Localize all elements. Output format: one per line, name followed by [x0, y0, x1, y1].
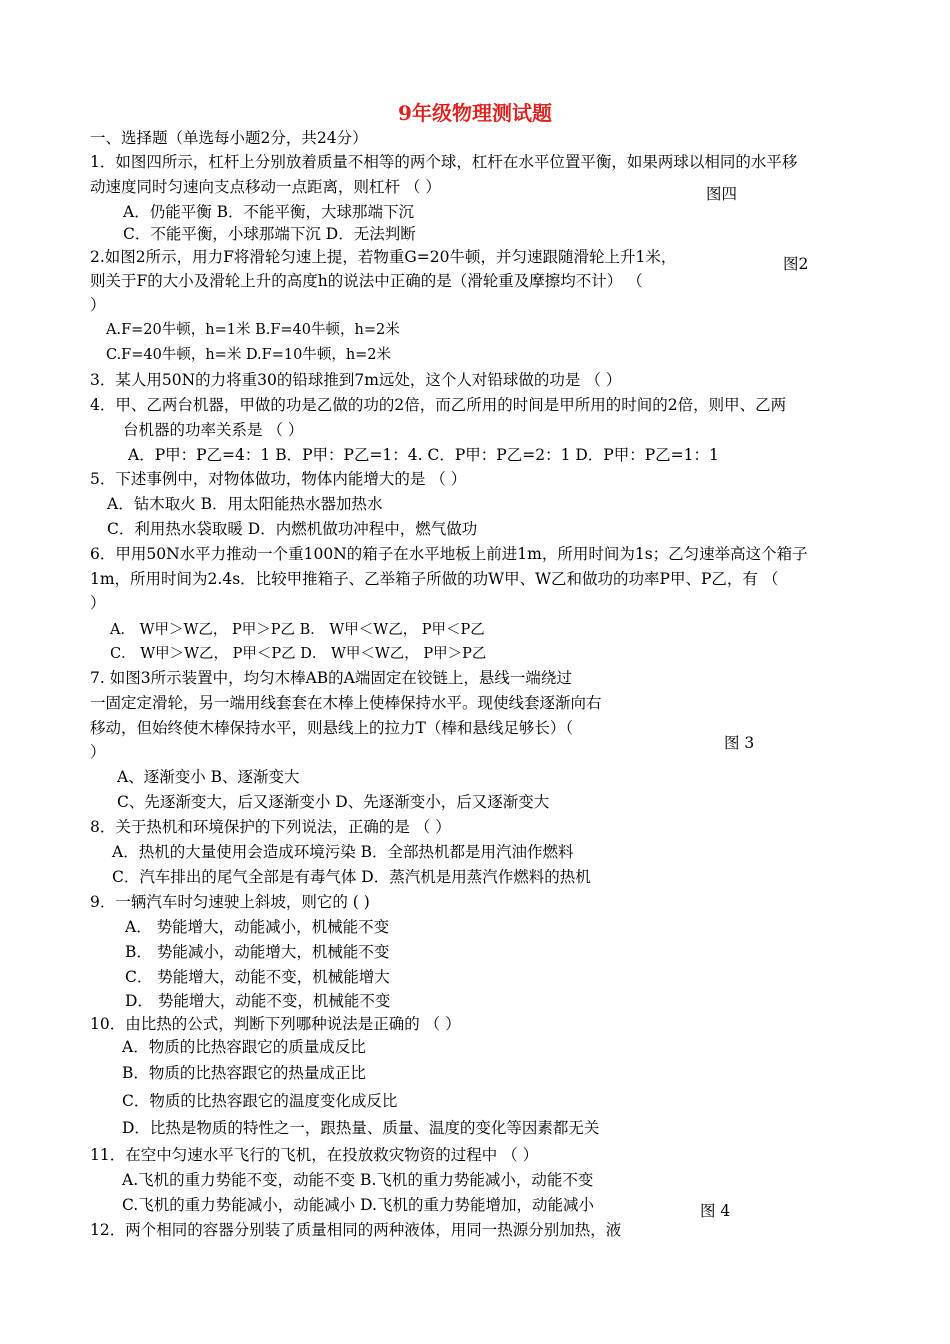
text-line: 2.如图2所示，用力F将滑轮匀速上提，若物重G=20牛顿，并匀速跟随滑轮上升1米， [90, 248, 677, 266]
text-line: A．物质的比热容跟它的质量成反比 [122, 1038, 366, 1056]
text-line: 9．一辆汽车时匀速驶上斜坡，则它的 ( ) [90, 893, 370, 911]
text-line: 一固定定滑轮，另一端用线套套在木棒上使棒保持水平。现使线套逐渐向右 [90, 694, 602, 712]
text-line: 1m，所用时间为2.4s．比较甲推箱子、乙举箱子所做的功W甲、W乙和做功的功率P甲、P乙，有 （ [90, 570, 779, 588]
text-line: A． W甲＞W乙， P甲＞P乙 B． W甲＜W乙， P甲＜P乙 [110, 622, 485, 638]
text-line: C．汽车排出的尾气全部是有毒气体 D．蒸汽机是用蒸汽作燃料的热机 [112, 868, 591, 886]
text-line: 移动，但始终使木棒保持水平，则悬线上的拉力T（棒和悬线足够长）（ [90, 719, 574, 737]
text-line: 4．甲、乙两台机器，甲做的功是乙做的功的2倍，而乙所用的时间是甲所用的时间的2倍，则甲、乙两 [90, 396, 787, 414]
figure-label-fig4: 图 4 [700, 1202, 731, 1220]
text-line: 5．下述事例中，对物体做功，物体内能增大的是 （ ） [90, 470, 467, 488]
text-line: A． 势能增大，动能减小，机械能不变 [125, 918, 390, 936]
text-line: ） [90, 296, 106, 314]
text-line: C.F=40牛顿，h=米 D.F=10牛顿，h=2米 [106, 347, 392, 363]
text-line: 10．由比热的公式，判断下列哪种说法是正确的 （ ） [90, 1015, 461, 1033]
text-line: 12．两个相同的容器分别装了质量相同的两种液体，用同一热源分别加热，液 [90, 1221, 622, 1239]
text-line: 台机器的功率关系是 （ ） [123, 421, 304, 439]
text-line: D． 势能增大，动能不变，机械能不变 [125, 992, 391, 1010]
text-line: C． W甲＞W乙， P甲＜P乙 D． W甲＜W乙， P甲＞P乙 [110, 646, 487, 662]
text-line: C．物质的比热容跟它的温度变化成反比 [122, 1092, 398, 1110]
figure-label-fig4x: 图四 [706, 185, 738, 203]
text-line: 6．甲用50N水平力推动一个重100N的箱子在水平地板上前进1m，所用时间为1s；乙匀速举高这个箱子 [90, 545, 808, 563]
text-line: A．P甲：P乙=4：1 B．P甲：P乙=1：4. C．P甲：P乙=2：1 D．P甲：P乙=1：1 [128, 446, 719, 464]
text-line: D．比热是物质的特性之一，跟热量、质量、温度的变化等因素都无关 [122, 1119, 600, 1137]
text-line: A.F=20牛顿，h=1米 B.F=40牛顿，h=2米 [106, 322, 400, 338]
figure-label-fig3: 图 3 [724, 734, 755, 752]
text-line: A.飞机的重力势能不变，动能不变 B.飞机的重力势能减小，动能不变 [122, 1171, 594, 1189]
text-line: C.飞机的重力势能减小，动能减小 D.飞机的重力势能增加，动能减小 [122, 1196, 594, 1214]
text-line: B． 势能减小，动能增大，机械能不变 [125, 943, 390, 961]
text-line: C． 势能增大，动能不变，机械能增大 [125, 968, 390, 986]
text-line: ） [90, 594, 106, 612]
text-line: 7. 如图3所示装置中，均匀木棒AB的A端固定在铰链上，悬线一端绕过 [90, 669, 572, 687]
text-line: C、先逐渐变大，后又逐渐变小 D、先逐渐变小，后又逐渐变大 [117, 793, 550, 811]
text-line: 动速度同时匀速向支点移动一点距离，则杠杆 （ ） [90, 178, 441, 196]
text-line: 8．关于热机和环境保护的下列说法，正确的是 （ ） [90, 818, 451, 836]
text-line: C．利用热水袋取暖 D．内燃机做功冲程中，燃气做功 [107, 520, 478, 538]
text-line: A．仍能平衡 B．不能平衡，大球那端下沉 [123, 203, 415, 221]
text-line: A．钻木取火 B．用太阳能热水器加热水 [107, 495, 383, 513]
text-line: 1．如图四所示，杠杆上分别放着质量不相等的两个球，杠杆在水平位置平衡，如果两球以相同的水平移 [90, 153, 798, 171]
page-title: 9年级物理测试题 [398, 101, 552, 125]
text-line: C．不能平衡，小球那端下沉 D．无法判断 [123, 225, 416, 243]
figure-label-fig2: 图2 [783, 255, 809, 273]
text-line: A．热机的大量使用会造成环境污染 B．全部热机都是用汽油作燃料 [112, 843, 574, 861]
text-line: 则关于F的大小及滑轮上升的高度h的说法中正确的是（滑轮重及摩擦均不计） （ [90, 272, 643, 290]
text-line: 11．在空中匀速水平飞行的飞机，在投放救灾物资的过程中 （ ） [90, 1146, 539, 1164]
text-line: A、逐渐变小 B、逐渐变大 [117, 768, 300, 786]
text-line: ） [90, 743, 106, 761]
text-line: B．物质的比热容跟它的热量成正比 [122, 1064, 366, 1082]
text-line: 3．某人用50N的力将重30的铅球推到7m远处，这个人对铅球做的功是 （ ） [90, 371, 622, 389]
text-line: 一、选择题（单选每小题2分，共24分） [90, 129, 368, 147]
